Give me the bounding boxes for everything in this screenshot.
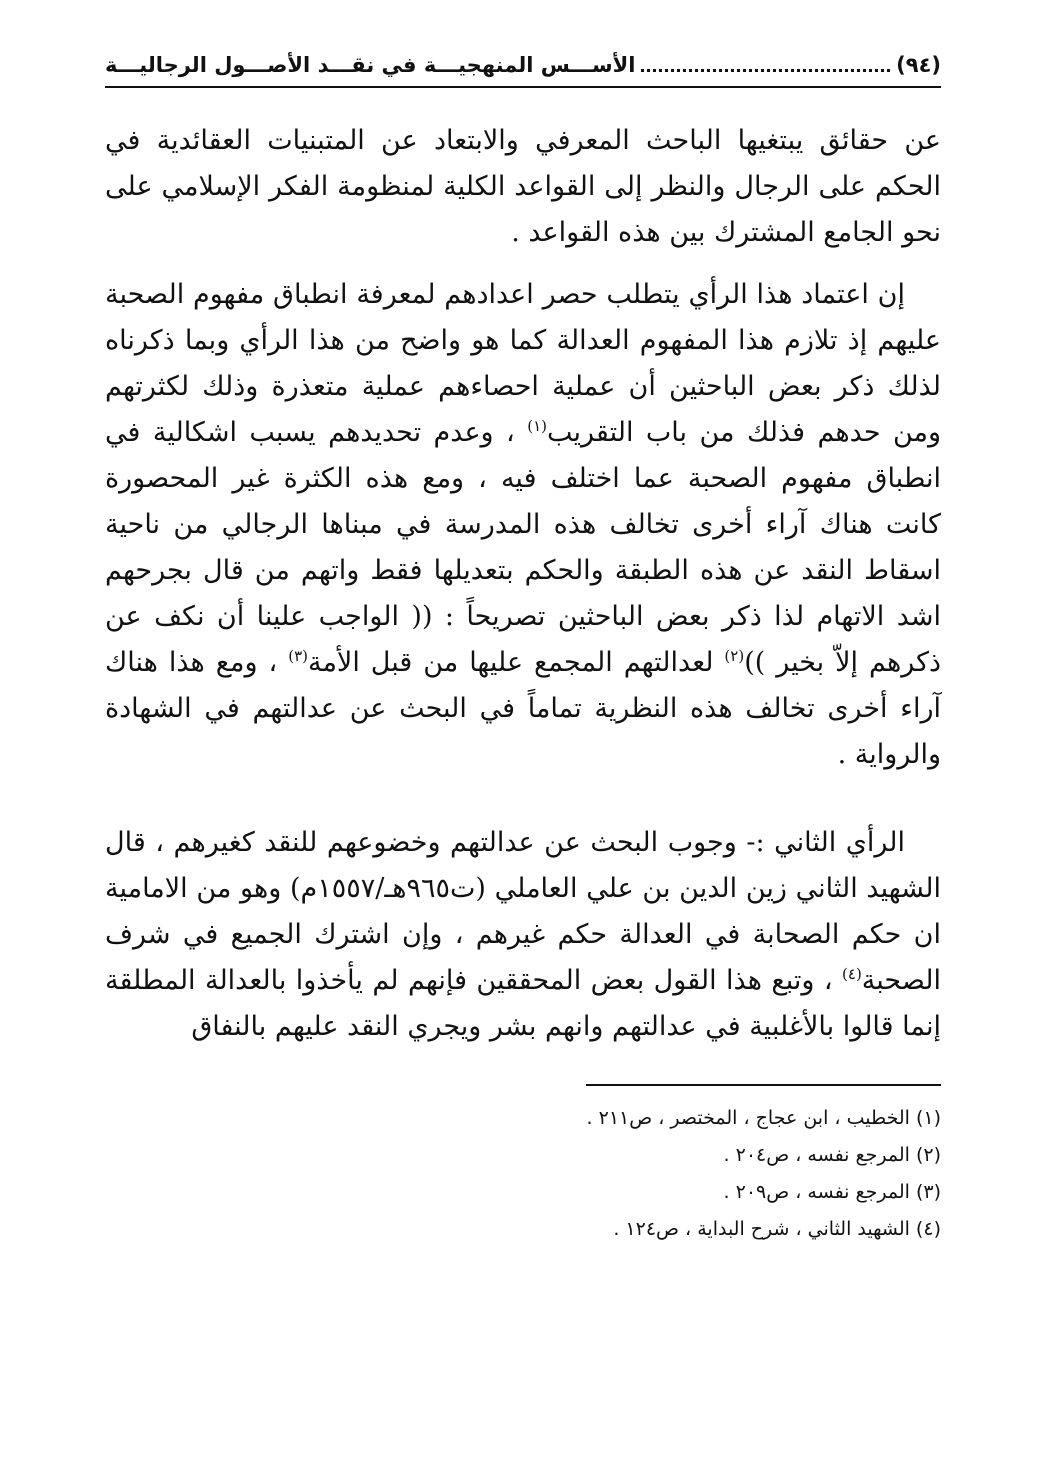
paragraph-2-text-c: لعدالتهم المجمع عليها من قبل الأمة: [307, 647, 725, 678]
footnote-rule: [586, 1084, 941, 1086]
page-number: (٩٤): [896, 53, 941, 77]
paragraph-3-text-b: ، وتبع هذا القول بعض المحققين فإنهم لم يأخذوا بالعدالة المطلقة إنما قالوا بالأغلبية في عدالتهم وانهم بشر ويجري النقد عليهم بالنفاق: [105, 965, 941, 1042]
running-header: [105, 48, 941, 80]
dotted-leader: [641, 68, 890, 72]
book-title: الأســـس المنهجيـــة في نقـــد الأصـــول الرجاليـــة: [105, 53, 636, 77]
paragraph-2-text-a: إن اعتماد هذا الرأي يتطلب حصر اعدادهم لمعرفة انطباق مفهوم الصحبة عليهم إذ تلازم هذا المفهوم العدالة كما هو واضح من هذا الرأي وبما ذكرناه لذلك ذكر بعض الباحثين أن عملية احصاءهم عملية متعذرة وذلك لكثرتهم ومن حدهم فذلك من باب التقريب: [105, 279, 942, 448]
footnotes: [105, 1100, 941, 1248]
footnote-3: (٣) المرجع نفسه ، ص٢٠٩ .: [723, 1181, 941, 1203]
footnote-2: (٢) المرجع نفسه ، ص٢٠٤ .: [723, 1144, 941, 1166]
body-text: [105, 118, 941, 1050]
paragraph-2: [105, 272, 941, 778]
header-rule: [105, 86, 941, 88]
paragraph-1-text: عن حقائق يبتغيها الباحث المعرفي والابتعاد عن المتبنيات العقائدية في الحكم على الرجال والنظر إلى القواعد الكلية لمنظومة الفكر الإسلامي على نحو الجامع المشترك بين هذه القواعد .: [105, 125, 941, 248]
footnote-ref-1[interactable]: (١): [527, 417, 547, 435]
paragraph-3-text-a: الرأي الثاني :- وجوب البحث عن عدالتهم وخضوعهم للنقد كغيرهم ، قال الشهيد الثاني زين الدين بن علي العاملي (ت٩٦٥هـ/١٥٥٧م) وهو من الامامية ان حكم الصحابة في العدالة حكم غيرهم ، وإن اشترك الجميع في شرف الصحبة: [105, 827, 942, 996]
paragraph-2-text-d: ، ومع هذا هناك آراء أخرى تخالف هذه النظرية تماماً في البحث عن عدالتهم في الشهادة والرواية .: [105, 647, 941, 770]
footnote-ref-3[interactable]: (٣): [288, 647, 308, 665]
footnote-ref-4[interactable]: (٤): [842, 965, 862, 983]
document-page: [105, 48, 941, 1248]
paragraph-2-text-b: ، وعدم تحديدهم يسبب اشكالية في انطباق مفهوم الصحبة عما اختلف فيه ، ومع هذه الكثرة غير المحصورة كانت هناك آراء أخرى تخالف هذه المدرسة في مبناها الرجالي من ناحية اسقاط النقد عن هذه الطبقة والحكم بتعديلها فقط واتهم من قال بجرحهم اشد الاتهام لذا ذكر بعض الباحثين تصريحاً : (( الواجب علينا أن نكف عن ذكرهم إلاّ بخير )): [105, 417, 941, 678]
footnote-ref-2[interactable]: (٢): [724, 647, 745, 665]
footnote-1: (١) الخطيب ، ابن عجاج ، المختصر ، ص٢١١ .: [586, 1107, 941, 1129]
paragraph-3: [105, 820, 941, 1050]
footnote-4: (٤) الشهيد الثاني ، شرح البداية ، ص١٢٤ .: [613, 1218, 941, 1240]
paragraph-1: [105, 118, 941, 256]
